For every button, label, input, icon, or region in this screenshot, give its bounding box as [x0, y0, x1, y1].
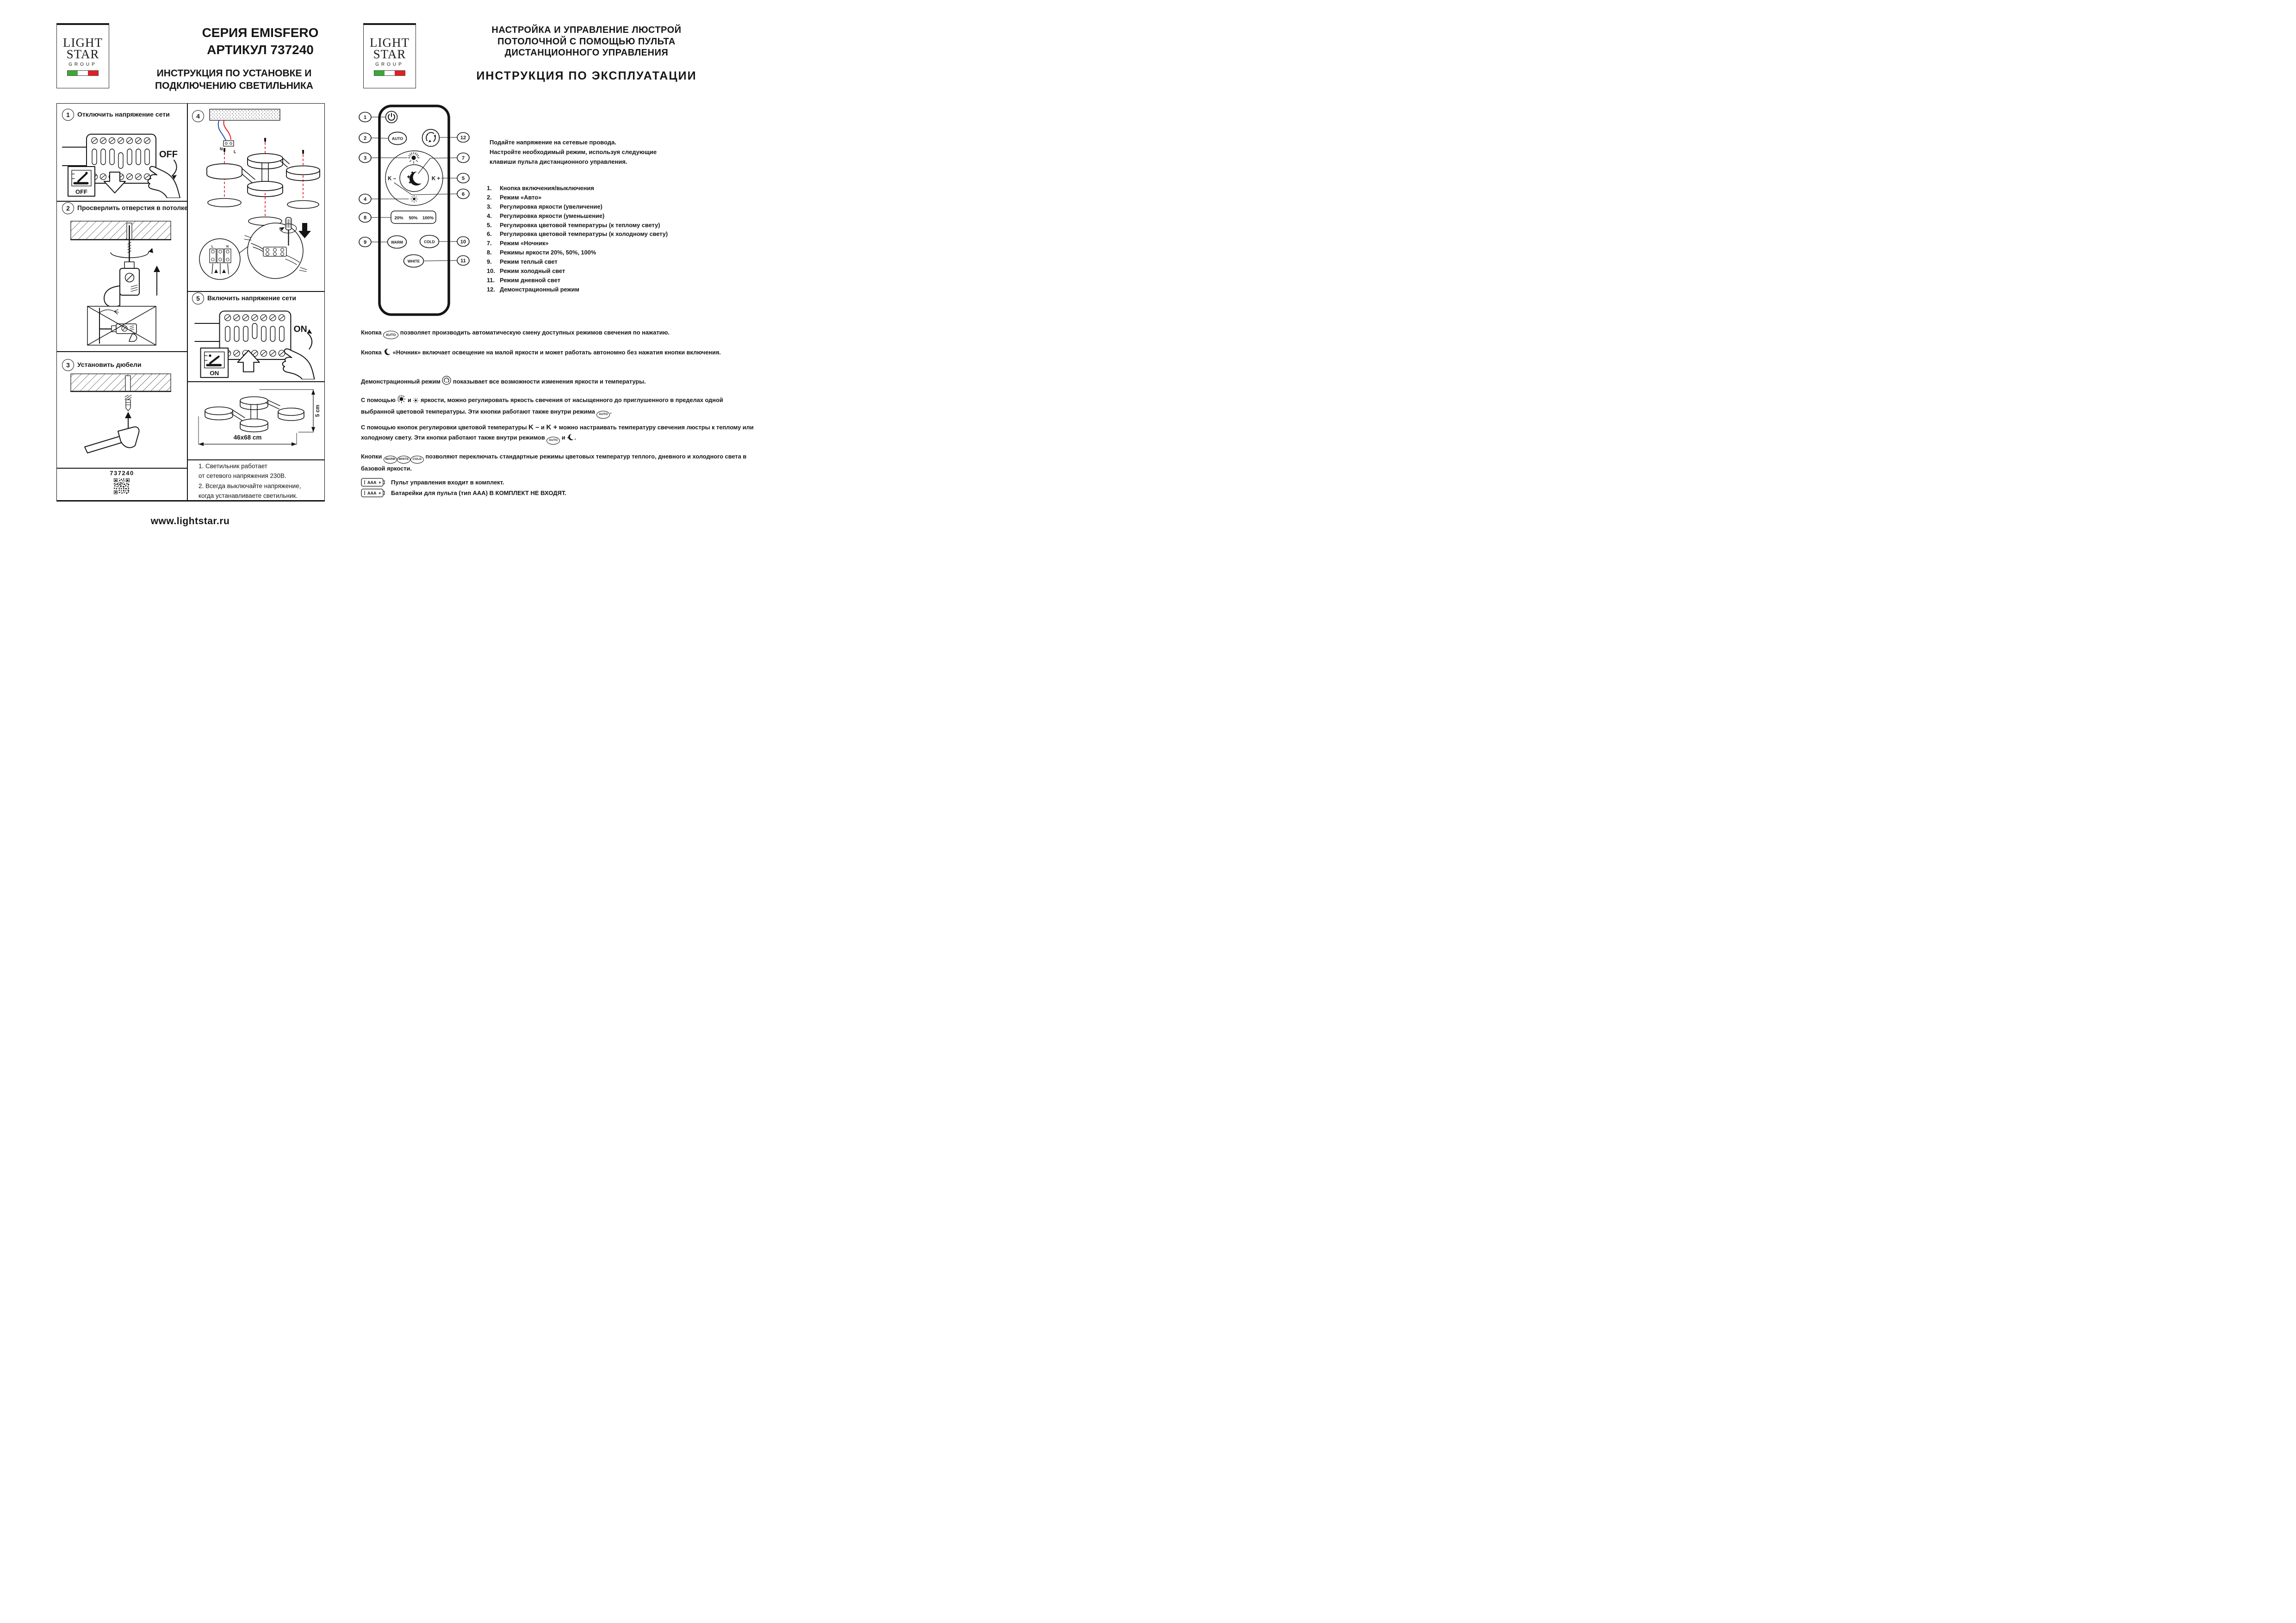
svg-text:100%: 100%	[422, 216, 434, 221]
height-dimension: 5 cm	[315, 404, 321, 417]
on-label: ON	[293, 324, 307, 335]
chandelier-outline	[205, 397, 304, 432]
right-header: НАСТРОЙКА И УПРАВЛЕНИЕ ЛЮСТРОЙ ПОТОЛОЧНОЙ С ПОМОЩЬЮ ПУЛЬТА ДИСТАНЦИОННОГО УПРАВЛЕНИЯ	[491, 25, 682, 58]
hand-icon	[283, 349, 315, 379]
diffuser-ring	[208, 198, 241, 207]
press-down-arrow-icon	[298, 223, 311, 238]
article-number: 737240	[110, 470, 134, 477]
svg-text:AAA: AAA	[367, 480, 377, 485]
step5-breaker-on-illustration	[189, 304, 323, 379]
article-title: АРТИКУЛ 737240	[207, 43, 314, 57]
on-switch-inset	[201, 348, 228, 378]
remote-control-diagram	[356, 104, 472, 322]
svg-text:2: 2	[363, 136, 367, 141]
installation-panel	[56, 103, 325, 502]
ceiling-hatch	[71, 221, 171, 240]
svg-text:20%: 20%	[394, 216, 403, 221]
svg-text:L: L	[234, 149, 236, 154]
diffuser-ring	[287, 201, 319, 209]
svg-text:AAA: AAA	[367, 491, 377, 496]
hand-icon	[148, 167, 180, 198]
right-title: ИНСТРУКЦИЯ ПО ЭКСПЛУАТАЦИИ	[476, 69, 697, 82]
logo-star: STAR	[66, 47, 99, 61]
demo-paragraph: Демонстрационный режим показывает все возможности изменения яркости и температуры.	[361, 376, 755, 388]
svg-text:10: 10	[460, 239, 466, 245]
off-switch-inset	[68, 167, 95, 196]
step1-label: Отключить напряжение сети	[77, 111, 170, 118]
kit-row	[361, 478, 504, 487]
no-horizontal-drilling-inset	[87, 306, 156, 345]
series-title: СЕРИЯ EMISFERO	[202, 25, 319, 40]
left-subtitle: ИНСТРУКЦИЯ ПО УСТАНОВКЕ И ПОДКЛЮЧЕНИЮ СВЕТИЛЬНИКА	[155, 68, 313, 91]
battery-note-row	[361, 489, 566, 497]
svg-text:9: 9	[363, 240, 367, 245]
step2-label: Просверлить отверстия в потолке	[77, 204, 188, 211]
drill-handle-icon	[104, 286, 120, 307]
off-inset-label: OFF	[75, 188, 87, 195]
wiring-detail-inset	[244, 217, 311, 279]
step2-drill-illustration	[61, 217, 183, 349]
auto-paragraph: Кнопка AUTO позволяет производить автоматическую смену доступных режимов свечения по нажатию.	[361, 328, 755, 339]
safety-notes: 1. Светильник работает от сетевого напряжения 230В. 2. Всегда выключайте напряжение, когда устанавливаете светильник.	[199, 463, 301, 499]
step1-breaker-off-illustration	[61, 122, 183, 198]
svg-text:WARM: WARM	[391, 240, 403, 245]
dowel-hole	[125, 376, 130, 391]
column-divider	[187, 104, 188, 500]
brightness-up-icon	[397, 395, 406, 407]
rotate-arrow-icon	[307, 333, 312, 349]
brightness-up-icon	[408, 152, 419, 163]
svg-text:+: +	[379, 491, 381, 496]
battery-note-text: Батарейки для пульта (тип ААА) В КОМПЛЕКТ НЕ ВХОДЯТ.	[391, 489, 566, 496]
aaa-battery-icon	[361, 478, 385, 487]
svg-text:AUTO: AUTO	[391, 136, 403, 141]
auto-button-icon: AUTO	[546, 437, 560, 445]
svg-text:11: 11	[460, 258, 466, 264]
warm-button-icon: WARM	[384, 456, 397, 464]
hammer-icon	[85, 427, 139, 453]
logo-light: LIGHT	[63, 36, 103, 50]
kit-text: Пульт управления входит в комплект.	[391, 479, 504, 486]
svg-text:12: 12	[460, 135, 466, 141]
button-legend: 1. Кнопка включения/выключения 2. Режим «Авто» 3. Регулировка яркости (увеличение) 4. Регулировка яркости (уменьшение) 5. Регулировка цветовой температуры (к теплому свету) 6. Регулировка цветовой температуры (к холодному свету) 7. Режим «Ночник» 8. Режимы яркости 20%, 50%, 100% 9. Режим теплый свет 10. Режим холодный свет 11. Режим дневной свет 12. Демонстрационный режим	[487, 185, 668, 293]
svg-text:5: 5	[461, 176, 465, 181]
svg-text:1: 1	[363, 115, 367, 120]
step3-label: Установить дюбели	[77, 361, 142, 368]
svg-text:8: 8	[363, 215, 367, 221]
off-label: OFF	[159, 149, 178, 160]
qr-code	[114, 478, 130, 494]
svg-text:+: +	[379, 480, 381, 486]
cold-button-icon: COLD	[410, 456, 424, 464]
brightness-paragraph: С помощью и яркости, можно регулировать яркость свечения от насыщенного до приглушенного в пределах одной выбранной цветовой температуры. Эти кнопки работают также внутри режима AUTO .	[361, 395, 755, 419]
k-plus-label: K +	[431, 176, 441, 182]
on-inset-label: ON	[210, 369, 219, 377]
svg-text:7: 7	[461, 155, 465, 161]
aaa-battery-icon	[361, 489, 385, 497]
white-button-icon: WHITE	[397, 456, 410, 464]
width-dimension: 46x68 cm	[233, 434, 262, 441]
remote-body	[379, 106, 449, 315]
italian-flag-icon	[374, 70, 405, 76]
italian-flag-icon	[67, 70, 99, 76]
step1-badge: 1	[62, 109, 74, 121]
step4-badge: 4	[192, 110, 204, 122]
presets-paragraph: Кнопки WARM WHITE COLD позволяют переключать стандартные режимы цветовых температур теплого, дневного и холодного света в базовой яркости.	[361, 453, 747, 472]
step4-mounting-illustration	[189, 106, 323, 289]
auto-button-icon: AUTO	[383, 331, 398, 339]
demo-recycle-icon	[442, 376, 451, 388]
k-minus-label: K –	[528, 423, 540, 431]
brightness-down-icon	[413, 396, 419, 407]
svg-text:3: 3	[363, 155, 367, 161]
rotate-arrow-icon	[172, 160, 177, 176]
svg-text:N: N	[220, 147, 223, 151]
step2-badge: 2	[62, 202, 74, 214]
website-url: www.lightstar.ru	[150, 516, 230, 527]
temperature-paragraph: С помощью кнопок регулировки цветовой температуры K – и K + можно настраивать температуру свечения люстры к теплому или холодному свету. Эти кнопки работают также внутри режимов AUTO и .	[361, 422, 755, 445]
ceiling-block	[210, 109, 280, 120]
lightstar-logo	[56, 23, 109, 88]
instruction-sheet	[0, 0, 765, 541]
step3-dowel-illustration	[61, 371, 183, 466]
up-arrow-icon	[154, 266, 160, 272]
lightstar-logo-right: LIGHT STAR GROUP	[363, 23, 416, 88]
step3-badge: 3	[62, 359, 74, 371]
left-title	[176, 24, 345, 58]
intro-text: Подайте напряжение на сетевые провода. Настройте необходимый режим, используя следующие клавиши пульта дистанционного управления.	[490, 139, 657, 165]
svg-text:WHITE: WHITE	[407, 259, 420, 264]
ceiling-hatch	[71, 374, 171, 391]
terminal-detail-inset	[199, 239, 240, 279]
svg-text:N: N	[226, 245, 229, 248]
dimensions-illustration	[189, 382, 323, 458]
k-minus-label: K –	[388, 176, 396, 182]
step5-label: Включить напряжение сети	[207, 294, 297, 302]
neutral-wire-icon	[218, 120, 226, 142]
svg-text:6: 6	[461, 192, 465, 197]
svg-text:4: 4	[363, 197, 367, 202]
dowel-icon	[125, 395, 131, 411]
live-wire-icon	[223, 120, 231, 140]
step5-badge: 5	[192, 292, 204, 304]
k-plus-label: K +	[546, 423, 558, 431]
svg-text:L: L	[211, 245, 214, 248]
night-paragraph: Кнопка «Ночник» включает освещение на малой яркости и может работать автономно без нажатия кнопки включения.	[361, 347, 755, 359]
up-arrow-icon	[125, 412, 131, 418]
moon-icon	[567, 434, 574, 444]
moon-icon	[383, 348, 391, 359]
brightness-down-icon	[411, 196, 418, 203]
auto-button-icon: AUTO	[596, 411, 610, 419]
terminal-block-icon	[223, 141, 234, 146]
svg-text:COLD: COLD	[424, 240, 435, 244]
svg-text:50%: 50%	[409, 216, 418, 221]
logo-group: GROUP	[68, 62, 97, 67]
